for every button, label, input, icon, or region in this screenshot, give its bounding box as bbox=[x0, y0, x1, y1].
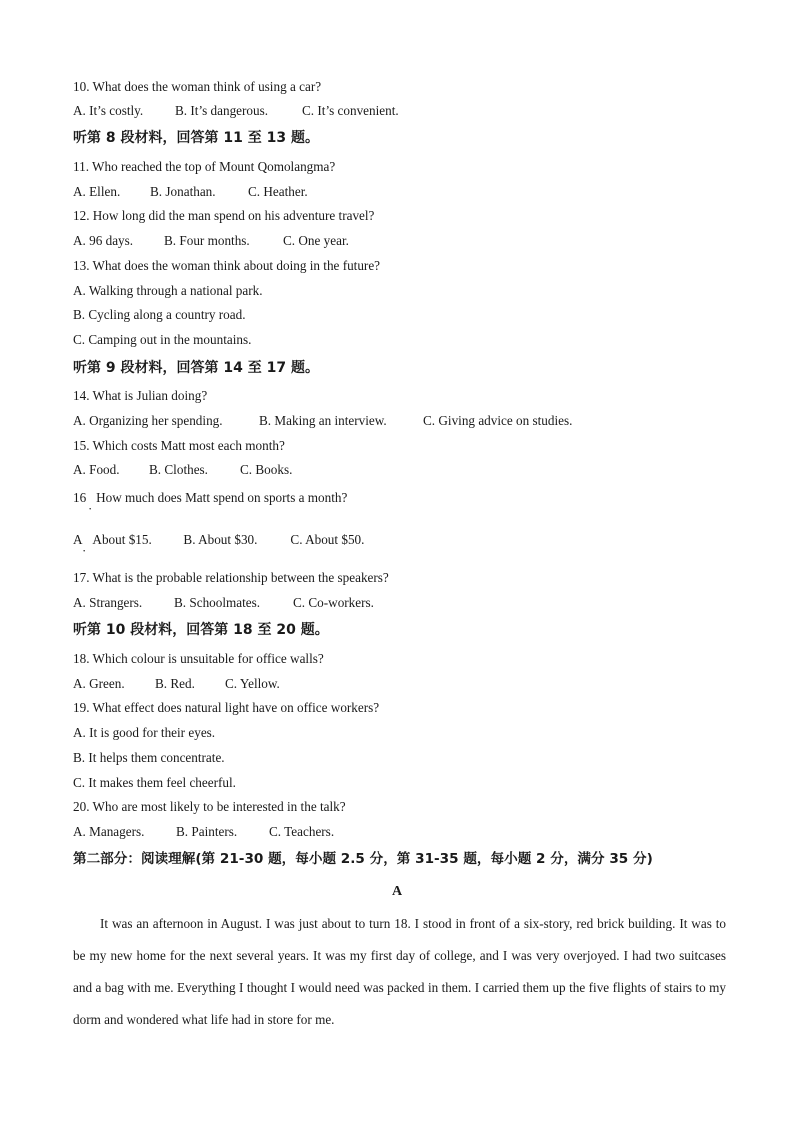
question-10-options bbox=[73, 103, 399, 119]
question-17-options bbox=[73, 595, 374, 611]
question-14-stem: 14. What is Julian doing? bbox=[73, 388, 208, 403]
option-b: B. Red. bbox=[155, 676, 195, 691]
part-two-heading: 第二部分：阅读理解(第 21-30 题，每小题 2.5 分，第 31-35 题，每小题 2 分，满分 35 分) bbox=[73, 851, 653, 867]
question-16-stem bbox=[73, 490, 347, 506]
question-20-options bbox=[73, 824, 334, 840]
question-11-stem: 11. Who reached the top of Mount Qomolangma? bbox=[73, 159, 336, 174]
option-a: A. Organizing her spending. bbox=[73, 413, 223, 428]
question-12-options bbox=[73, 233, 349, 249]
passage-paragraph: It was an afternoon in August. I was just about to turn 18. I stood in front of a six-story, red brick building. It was to be my new home for the next several years. It was my first day of college, and I was very overjoyed. I had two suitcases and a bag with me. Everything I thought I would need was packed in them. I carried them up the five flights of stairs to my dorm and wondered what life had in store for me. bbox=[73, 916, 726, 1027]
question-10-stem: 10. What does the woman think of using a car? bbox=[73, 79, 322, 94]
question-11-options bbox=[73, 184, 308, 200]
question-13-option-b: B. Cycling along a country road. bbox=[73, 307, 246, 322]
option-c: C. About $50. bbox=[290, 532, 365, 547]
option-a: A. 96 days. bbox=[73, 233, 134, 248]
option-a: A. Food. bbox=[73, 462, 120, 477]
question-20-stem: 20. Who are most likely to be interested in the talk? bbox=[73, 799, 346, 814]
option-c: C. Teachers. bbox=[269, 824, 335, 839]
stray-dot: · bbox=[82, 543, 87, 558]
option-c: C. Giving advice on studies. bbox=[423, 413, 573, 428]
option-b: B. Making an interview. bbox=[259, 413, 387, 428]
question-19-option-b: B. It helps them concentrate. bbox=[73, 750, 225, 765]
passage-title: A bbox=[391, 884, 403, 899]
question-15-stem: 15. Which costs Matt most each month? bbox=[73, 438, 285, 453]
option-c: C. Yellow. bbox=[225, 676, 280, 691]
option-a: A. Managers. bbox=[73, 824, 145, 839]
option-b: B. Painters. bbox=[176, 824, 238, 839]
option-c: C. It’s convenient. bbox=[302, 103, 399, 118]
question-12-stem: 12. How long did the man spend on his adventure travel? bbox=[73, 208, 375, 223]
option-c: C. Heather. bbox=[248, 184, 308, 199]
option-b: B. Jonathan. bbox=[150, 184, 216, 199]
option-a-letter: A bbox=[73, 532, 83, 547]
option-c: C. One year. bbox=[283, 233, 349, 248]
option-a: A. Strangers. bbox=[73, 595, 143, 610]
section-heading-10: 听第 10 段材料，回答第 18 至 20 题。 bbox=[73, 622, 329, 638]
question-19-option-c: C. It makes them feel cheerful. bbox=[73, 775, 236, 790]
question-16-options bbox=[73, 532, 364, 548]
question-19-stem: 19. What effect does natural light have on office workers? bbox=[73, 700, 380, 715]
option-a: A. It’s costly. bbox=[73, 103, 144, 118]
option-b: B. It’s dangerous. bbox=[175, 103, 269, 118]
question-18-stem: 18. Which colour is unsuitable for office walls? bbox=[73, 651, 324, 666]
option-a: A. Ellen. bbox=[73, 184, 121, 199]
question-13-stem: 13. What does the woman think about doing in the future? bbox=[73, 258, 381, 273]
option-a: About $15. bbox=[92, 532, 152, 547]
option-a: A. Green. bbox=[73, 676, 125, 691]
section-heading-8: 听第 8 段材料，回答第 11 至 13 题。 bbox=[73, 130, 319, 146]
stray-dot: · bbox=[88, 501, 93, 516]
option-b: B. Clothes. bbox=[149, 462, 208, 477]
question-15-options bbox=[73, 462, 292, 478]
question-18-options bbox=[73, 676, 280, 692]
question-13-option-c: C. Camping out in the mountains. bbox=[73, 332, 252, 347]
option-c: C. Books. bbox=[240, 462, 293, 477]
option-b: B. Four months. bbox=[164, 233, 250, 248]
question-19-option-a: A. It is good for their eyes. bbox=[73, 725, 216, 740]
option-b: B. About $30. bbox=[183, 532, 258, 547]
section-heading-9: 听第 9 段材料，回答第 14 至 17 题。 bbox=[73, 360, 319, 376]
option-c: C. Co-workers. bbox=[293, 595, 374, 610]
question-text: How much does Matt spend on sports a month? bbox=[96, 490, 348, 505]
question-13-option-a: A. Walking through a national park. bbox=[73, 283, 263, 298]
option-b: B. Schoolmates. bbox=[174, 595, 261, 610]
question-17-stem: 17. What is the probable relationship between the speakers? bbox=[73, 570, 389, 585]
question-14-options bbox=[73, 413, 572, 429]
question-number: 16 bbox=[73, 490, 87, 505]
